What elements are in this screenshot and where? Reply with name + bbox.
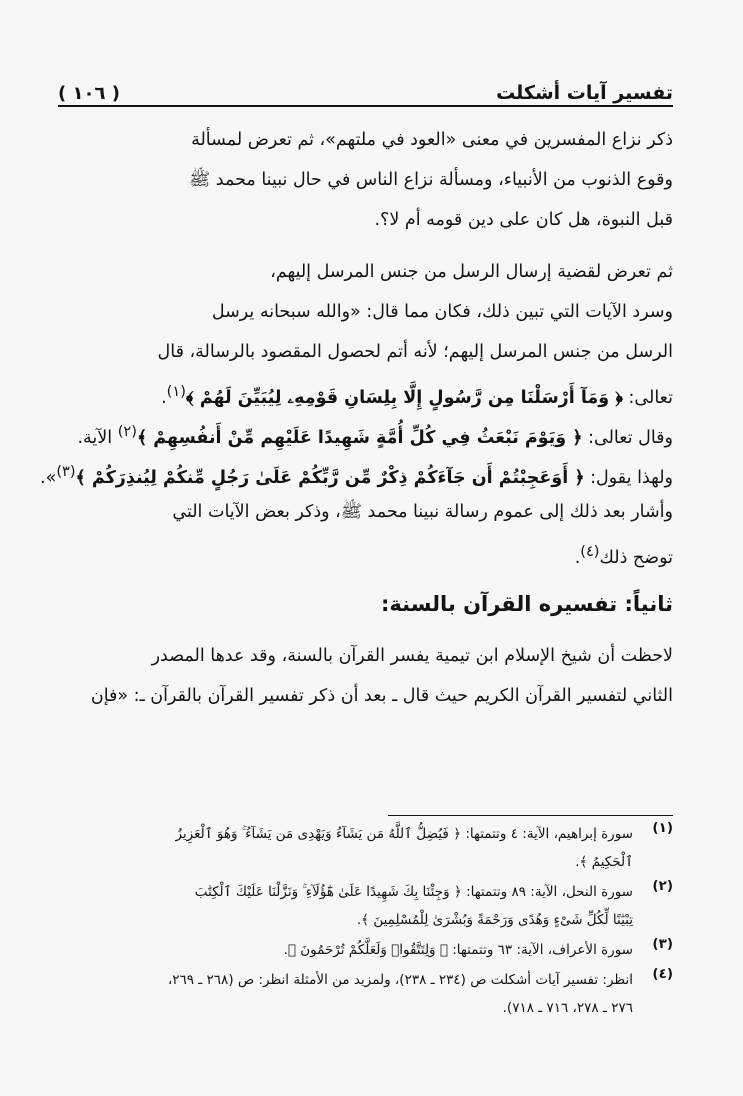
footnote-number: (١) — [652, 820, 673, 836]
footnote-line: تِبْيَٰنًا لِّكُلِّ شَىْءٍ وَهُدًى وَرَحْمَةً وَبُشْرَىٰ لِلْمُسْلِمِينَ ﴾. — [356, 912, 633, 928]
footnotes — [58, 820, 673, 1024]
text-line: توضح ذلك$^{(٤)}$. — [574, 543, 673, 568]
quote-suffix: الآية. — [77, 427, 113, 448]
footnote-line: ٢٧٦ ـ ٢٧٨، ٧١٦ ـ ٧١٨). — [502, 1000, 633, 1016]
footnote-number: (٣) — [652, 936, 673, 952]
footnote-line: سورة إبراهيم، الآية: ٤ وتتمتها: ﴿ فَيُضِلُّ ٱللَّهُ مَن يَشَآءُ وَيَهْدِى مَن يَشَآءُ ۚ وَهُوَ ٱلْعَزِيزُ — [175, 826, 633, 842]
quote-line-3 — [40, 452, 673, 492]
running-title: تفسير آيات أشكلت — [496, 82, 673, 104]
text-line: ثم تعرض لقضية إرسال الرسل من جنس المرسل إليهم، — [270, 262, 673, 282]
text-line: الثاني لتفسير القرآن الكريم حيث قال ـ بعد أن ذكر تفسير القرآن بالقرآن ـ: «فإن — [90, 686, 673, 706]
footnote-number: (٤) — [652, 966, 673, 982]
footnote-line: ٱلْحَكِيمُ ﴾. — [575, 854, 633, 870]
footnote-line: سورة الأعراف، الآية: ٦٣ وتتمتها: ﴿ وَلِتَتَّقُوا۟ وَلَعَلَّكُمْ تُرْحَمُونَ ﴾. — [283, 942, 633, 958]
footnote-number: (٢) — [652, 878, 673, 894]
main-text — [40, 120, 673, 716]
quote-line-2 — [58, 412, 673, 452]
header-rule — [58, 105, 673, 107]
footnote — [58, 878, 673, 934]
text-line: قبل النبوة، هل كان على دين قومه أم لا؟. — [374, 210, 673, 230]
footnote — [58, 966, 673, 1022]
section-heading: ثانياً: تفسيره القرآن بالسنة: — [381, 592, 673, 616]
text-line: وقوع الذنوب من الأنبياء، ومسألة نزاع الناس في حال نبينا محمد ﷺ — [189, 170, 673, 190]
text-line: الرسل من جنس المرسل إليهم؛ لأنه أتم لحصول المقصود بالرسالة، قال — [157, 342, 673, 362]
footnote — [58, 936, 673, 964]
footnote-rule — [388, 815, 673, 816]
quran-quote: ﴿ وَمَآ أَرْسَلْنَا مِن رَّسُولٍ إِلَّا بِلِسَانِ قَوْمِهِۦ لِيُبَيِّنَ لَهُمْ ﴾ — [185, 387, 623, 408]
footnote-ref: (٣) — [56, 463, 76, 480]
quran-quote: ﴿ وَيَوْمَ نَبْعَثُ فِي كُلِّ أُمَّةٍ شَهِيدًا عَلَيْهِم مِّنْ أَنفُسِهِمْ ﴾ — [136, 427, 583, 448]
footnote-ref: (٢) — [117, 423, 137, 440]
quote-line-1: تعالى: ﴿ وَمَآ أَرْسَلْنَا مِن رَّسُولٍ إِلَّا بِلِسَانِ قَوْمِهِۦ لِيُبَيِّنَ لَهُمْ ﴾$^{(١)}$. — [161, 383, 673, 408]
footnote-ref: (١) — [166, 383, 186, 400]
text-line: لاحظت أن شيخ الإسلام ابن تيمية يفسر القرآن بالسنة، وقد عدها المصدر — [151, 646, 673, 666]
footnote-line: سورة النحل، الآية: ٨٩ وتتمتها: ﴿ وَجِئْنَا بِكَ شَهِيدًا عَلَىٰ هَٰٓؤُلَآءِ ۚ وَنَزَّلْنَا عَلَيْكَ ٱلْكِتَٰبَ — [194, 884, 633, 900]
quote-prefix: وقال تعالى: — [588, 427, 673, 448]
text-line: وسرد الآيات التي تبين ذلك، فكان مما قال: «والله سبحانه يرسل — [211, 302, 673, 322]
text-line: ذكر نزاع المفسرين في معنى «العود في ملتهم»، ثم تعرض لمسألة — [191, 130, 673, 150]
text-line: وأشار بعد ذلك إلى عموم رسالة نبينا محمد ﷺ، وذكر بعض الآيات التي — [172, 502, 673, 522]
quote-prefix: تعالى: — [628, 387, 673, 408]
page-number: ( ١٠٦ ) — [58, 83, 120, 104]
quote-suffix: ». — [40, 467, 57, 488]
footnote-line: انظر: تفسير آيات أشكلت ص (٢٣٤ ـ ٢٣٨)، ولمزيد من الأمثلة انظر: ص (٢٦٨ ـ ٢٦٩، — [167, 972, 633, 988]
quran-quote: ﴿ أَوَعَجِبْتُمْ أَن جَآءَكُمْ ذِكْرٌ مِّن رَّبِّكُمْ عَلَىٰ رَجُلٍ مِّنكُمْ لِيُنذِرَكُمْ ﴾ — [75, 467, 585, 488]
footnote — [58, 820, 673, 876]
page-header — [58, 70, 673, 104]
footnote-ref: (٤) — [580, 543, 600, 560]
quote-prefix: ولهذا يقول: — [590, 467, 673, 488]
